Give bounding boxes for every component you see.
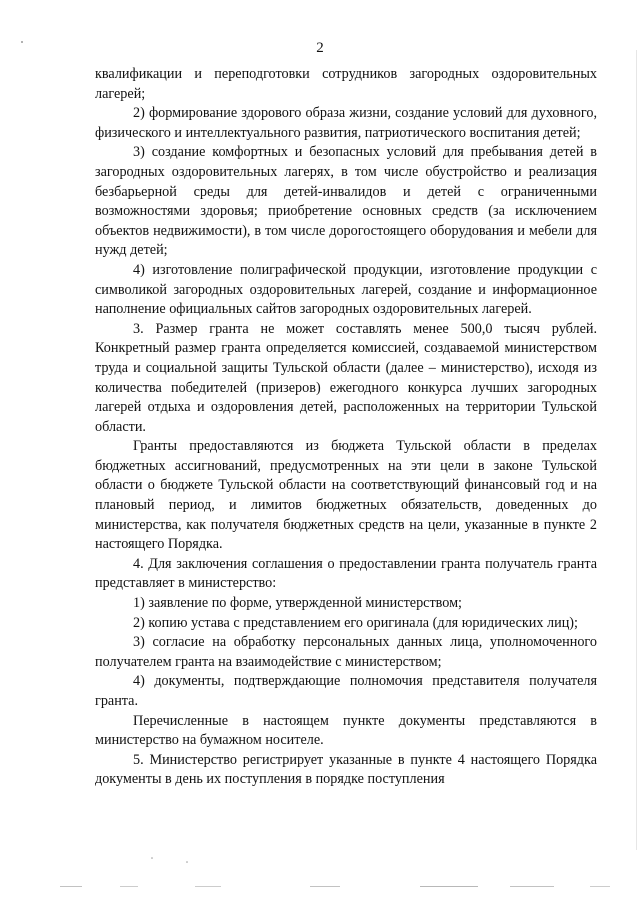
- paragraph: 4. Для заключения соглашения о предоставлении гранта получатель гранта представляет в министерство:: [95, 555, 597, 592]
- paragraph: 4) изготовление полиграфической продукции, изготовление продукции с символикой загородных оздоровительных лагерей, создание и информационное наполнение официальных сайтов загородных оздоровительных лагерей.: [95, 261, 597, 318]
- paragraph: 3. Размер гранта не может составлять менее 500,0 тысяч рублей. Конкретный размер гранта определяется комиссией, создаваемой министерством труда и социальной защиты Тульской области (далее – министерство), исходя из количества победителей (призеров) ежегодного конкурса лучших загородных лагерей отдыха и оздоровления детей, расположенных на территории Тульской области.: [95, 320, 597, 435]
- paragraph: 1) заявление по форме, утвержденной министерством;: [133, 595, 462, 612]
- paragraph: Перечисленные в настоящем пункте документы представляются в министерство на бумажном носителе.: [95, 712, 597, 749]
- paragraph: 3) создание комфортных и безопасных условий для пребывания детей в загородных оздоровительных лагерях, в том числе обустройство и реализация безбарьерной среды для детей-инвалидов и детей с ограниченными возможностями здоровья; приобретение основных средств (за исключением объектов недвижимости), в том числе дорогостоящего оборудования и мебели для нужд детей;: [95, 144, 597, 259]
- paragraph: 3) согласие на обработку персональных данных лица, уполномоченного получателем гранта на взаимодействие с министерством;: [95, 634, 597, 670]
- paragraph: 2) копию устава с представлением его оригинала (для юридических лиц);: [133, 614, 578, 631]
- page-number: 2: [316, 40, 324, 56]
- paragraph: 5. Министерство регистрирует указанные в пункте 4 настоящего Порядка документы в день их поступления в порядке поступления: [95, 751, 597, 788]
- paragraph: Гранты предоставляются из бюджета Тульской области в пределах бюджетных ассигнований, предусмотренных на эти цели в законе Тульской области о бюджете Тульской области на соответствующий финансовый год и на плановый период, и лимитов бюджетных обязательств, доведенных до министерства, как получателя бюджетных средств на цели, указанные в пункте 2 настоящего Порядка.: [95, 438, 597, 553]
- paragraph: 4) документы, подтверждающие полномочия представителя получателя гранта.: [95, 673, 597, 709]
- paragraph-continuation: квалификации и переподготовки сотрудников загородных оздоровительных лагерей;: [95, 66, 597, 102]
- paragraph: 2) формирование здорового образа жизни, создание условий для духовного, физического и интеллектуального развития, патриотического воспитания детей;: [95, 105, 597, 141]
- document-body: [95, 65, 597, 790]
